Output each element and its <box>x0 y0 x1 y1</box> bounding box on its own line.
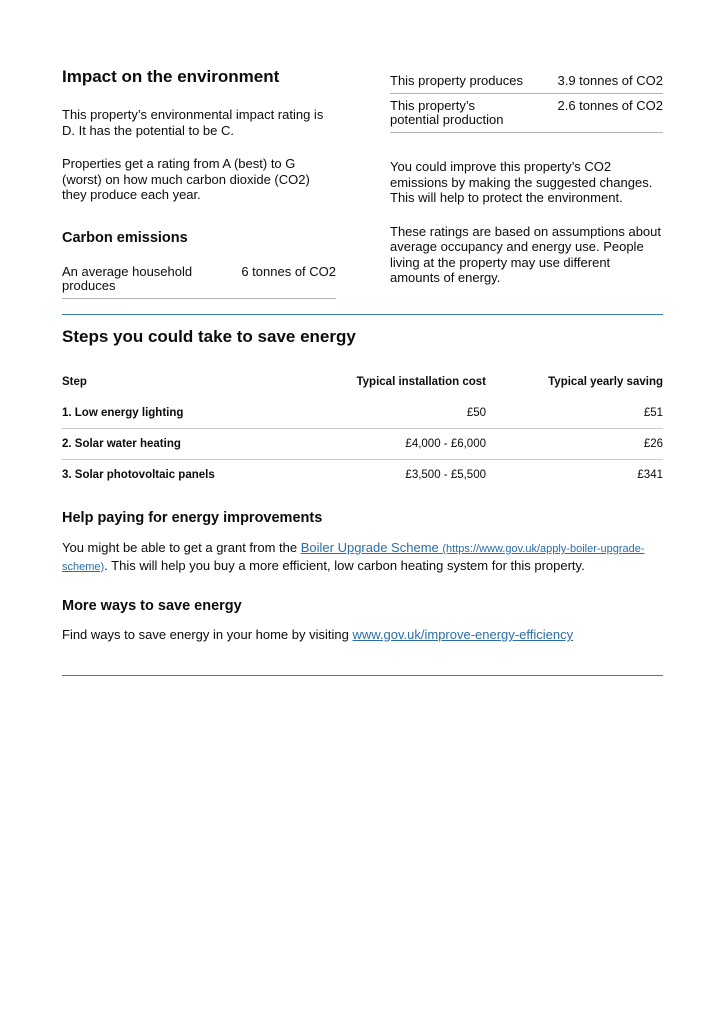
more-ways-text <box>62 627 663 643</box>
steps-table-header <box>62 372 663 398</box>
rating-explanation-text: Properties get a rating from A (best) to G (worst) on how much carbon dioxide (CO2) they produce each year. <box>62 156 310 202</box>
table-row <box>62 398 663 429</box>
potential-production-value: 2.6 tonnes of CO2 <box>557 98 663 113</box>
boiler-upgrade-link-text: Boiler Upgrade Scheme <box>300 540 439 555</box>
table-row <box>62 429 663 460</box>
potential-production-row <box>390 99 663 133</box>
help-paying-text <box>62 540 663 575</box>
help-text-before: You might be able to get a grant from the <box>62 540 301 555</box>
property-produces-value: 3.9 tonnes of CO2 <box>557 73 663 88</box>
step-name: 1. Low energy lighting <box>62 398 342 429</box>
step-cost: £50 <box>342 398 486 429</box>
table-row <box>62 460 663 491</box>
help-paying-title: Help paying for energy improvements <box>62 510 323 526</box>
section-divider <box>62 314 663 315</box>
header-installation-cost: Typical installation cost <box>356 376 486 388</box>
average-household-row <box>62 265 336 299</box>
more-text-before: Find ways to save energy in your home by visiting <box>62 627 353 642</box>
boiler-upgrade-link-url: (https://www.gov.uk/apply-boiler-upgrade-scheme) <box>62 543 645 573</box>
step-cost: £4,000 - £6,000 <box>342 429 486 460</box>
step-saving: £51 <box>486 398 663 429</box>
ratings-assumptions-text: These ratings are based on assumptions about average occupancy and energy use. People living at the property may use different amounts of energy. <box>390 223 662 285</box>
header-step: Step <box>62 376 87 388</box>
improve-emissions-text: You could improve this property’s CO2 emissions by making the suggested changes. This will help to protect the environment. <box>390 159 653 205</box>
impact-left-column <box>62 66 336 299</box>
average-household-value: 6 tonnes of CO2 <box>241 263 336 279</box>
step-cost: £3,500 - £5,500 <box>405 469 486 481</box>
more-ways-title: More ways to save energy <box>62 598 242 614</box>
property-produces-label: This property produces <box>390 73 523 88</box>
steps-table <box>62 372 663 490</box>
average-household-label: An average household produces <box>62 263 193 293</box>
header-yearly-saving: Typical yearly saving <box>548 376 663 388</box>
step-name: 2. Solar water heating <box>62 429 342 460</box>
property-produces-row <box>390 74 663 94</box>
improve-energy-efficiency-link[interactable]: www.gov.uk/improve-energy-efficiency <box>352 627 574 642</box>
potential-production-label: This property’s potential production <box>390 98 504 127</box>
impact-rating-text: This property’s environmental impact rating is D. It has the potential to be C. <box>62 107 324 138</box>
bottom-divider <box>62 675 663 676</box>
impact-title: Impact on the environment <box>62 67 280 86</box>
impact-right-column <box>390 66 663 286</box>
step-saving: £26 <box>486 429 663 460</box>
step-name: 3. Solar photovoltaic panels <box>62 469 215 481</box>
step-saving: £341 <box>637 469 663 481</box>
carbon-emissions-title: Carbon emissions <box>62 229 188 246</box>
help-text-after: . This will help you buy a more efficient, low carbon heating system for this property. <box>104 557 585 573</box>
steps-title: Steps you could take to save energy <box>62 327 356 346</box>
